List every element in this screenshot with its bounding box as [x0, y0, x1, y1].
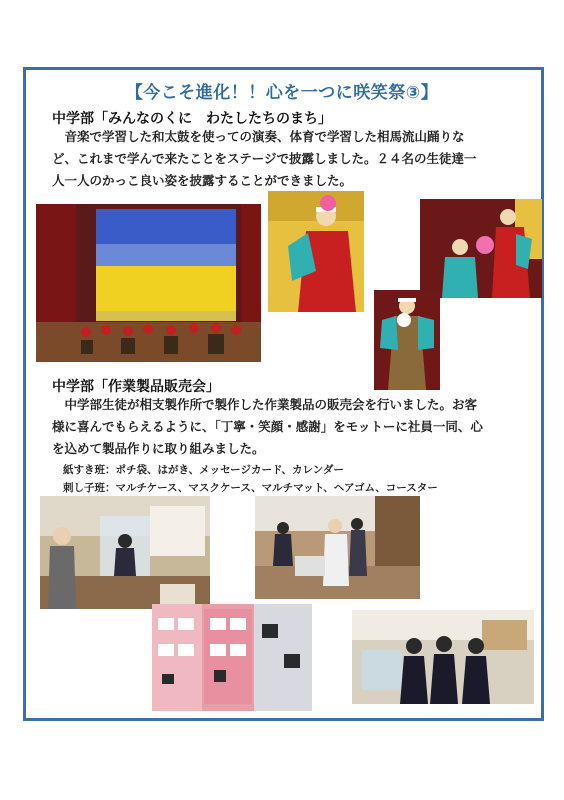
dancer-solo-photo	[374, 290, 440, 390]
dancer-fan-photo	[268, 191, 364, 312]
section2-line: を込めて製品作りに取り組みました。	[52, 441, 265, 456]
section2-heading: 中学部「作業製品販売会」	[52, 379, 220, 395]
section2-text	[52, 394, 483, 460]
products-board-photo	[152, 604, 312, 711]
stage-taiko-photo	[36, 204, 261, 362]
section1-line: ど、これまで学んで来たことをステージで披露しました。２４名の生徒達一	[52, 151, 477, 166]
product-line: 紙すき班：ポチ袋、はがき、メッセージカード、カレンダー	[63, 464, 344, 476]
page-title: 【今こそ進化！！心を一つに咲笑祭③】	[125, 83, 439, 103]
section1-text	[52, 126, 477, 192]
section1-line: 人一人のかっこ良い姿を披露することができました。	[52, 173, 353, 188]
product-line: 刺し子班：マルチケース、マスクケース、マルチマット、ヘアゴム、コースター	[63, 482, 438, 494]
sale-counter-photo	[40, 496, 210, 609]
section1-line: 音楽で学習した和太鼓を使っての演奏、体育で学習した相馬流山踊りな	[52, 129, 465, 144]
dancers-pair-photo	[420, 199, 542, 298]
section2-line: 様に喜んでもらえるように、「丁寧・笑顔・感謝」をモットーに社員一同、心	[52, 419, 483, 434]
students-photo	[352, 610, 534, 704]
section1-heading: 中学部「みんなのくに わたしたちのまち」	[52, 111, 332, 127]
product-list	[63, 461, 438, 497]
section2-line: 中学部生徒が相支製作所で製作した作業製品の販売会を行いました。お客	[52, 397, 478, 412]
hallway-photo	[255, 496, 420, 599]
